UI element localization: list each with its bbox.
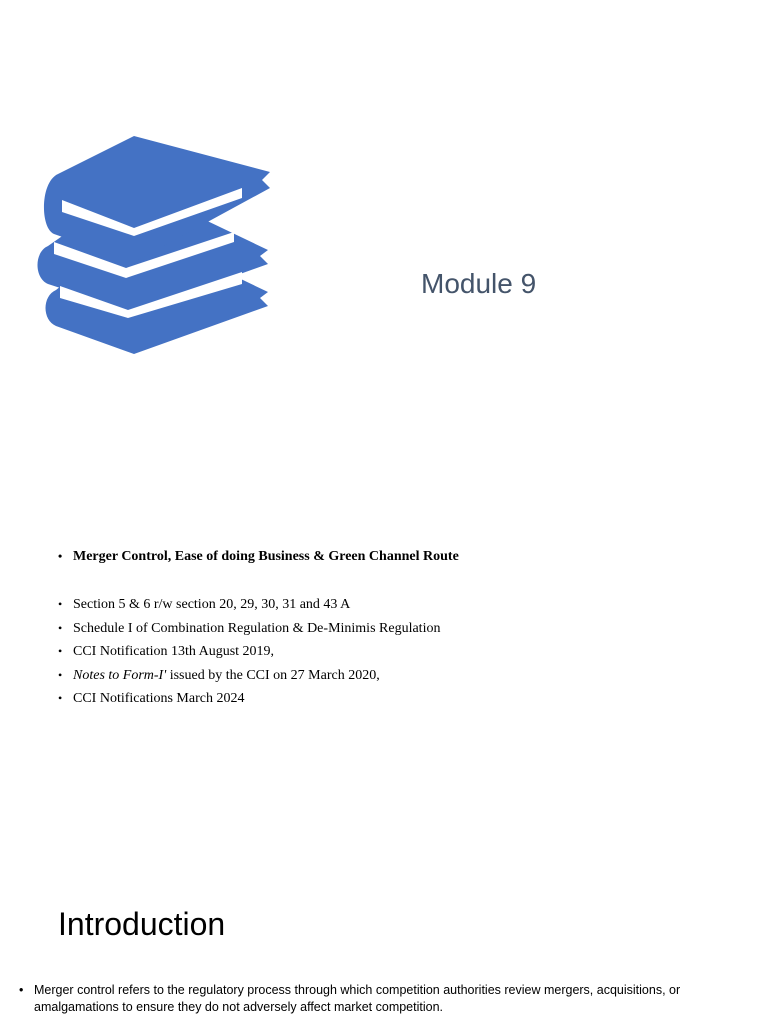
reference-item-notes — [57, 664, 440, 688]
reference-item: • Schedule I of Combination Regulation & De-Minimis Regulation — [57, 617, 440, 641]
module-title: Module 9 — [421, 268, 537, 299]
reference-item: • CCI Notifications March 2024 — [57, 687, 440, 711]
topic-heading: • Merger Control, Ease of doing Business & Green Channel Route — [57, 545, 459, 569]
notes-to-form-text: Notes to Form-I' — [73, 667, 167, 683]
topic-list — [57, 545, 459, 569]
notes-issued-text: issued by the CCI on 27 March 2020, — [166, 667, 380, 683]
introduction-body: • Merger control refers to the regulatory process through which competition authorities review mergers, acquisitions, or amalgamations to ensure they do not adversely affect market competition. — [19, 982, 764, 1016]
reference-item: • Section 5 & 6 r/w section 20, 29, 30, 31 and 43 A — [57, 593, 440, 617]
reference-item: • CCI Notification 13th August 2019, — [57, 640, 440, 664]
books-icon — [36, 136, 272, 356]
references-list — [57, 593, 440, 711]
introduction-heading: Introduction — [58, 906, 226, 942]
